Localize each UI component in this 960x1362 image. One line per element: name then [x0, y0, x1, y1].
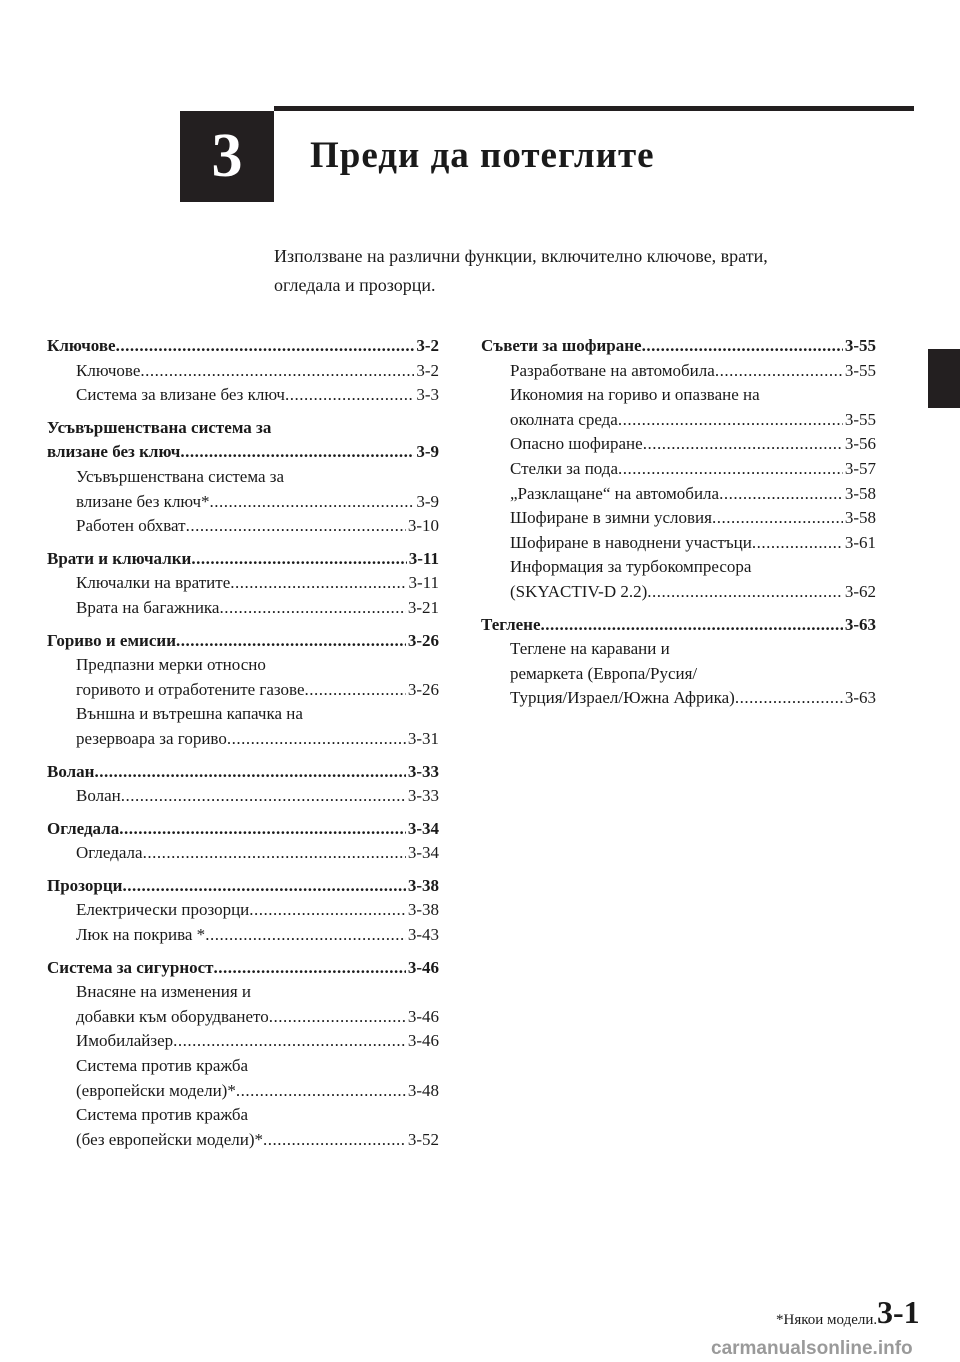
page-number: 3-1	[877, 1294, 920, 1330]
toc-entry-title: Врата на багажника	[76, 597, 220, 617]
toc-entry-title-line: Теглене на каравани и	[510, 639, 670, 659]
toc-section-entry[interactable]	[47, 874, 439, 899]
toc-entry[interactable]	[481, 359, 876, 384]
toc-entry[interactable]	[47, 1029, 439, 1054]
toc-entry-title: Волан	[76, 786, 121, 806]
toc-entry[interactable]	[47, 841, 439, 866]
toc-entry[interactable]	[481, 432, 876, 457]
toc-entry-title-line: Система против кражба	[76, 1105, 249, 1125]
toc-page-ref: 3-63	[844, 688, 876, 708]
toc-entry[interactable]	[47, 727, 439, 752]
toc-section	[47, 956, 439, 1153]
toc-entry[interactable]	[47, 1079, 439, 1104]
dot-leader	[269, 1005, 406, 1030]
toc-page-ref: 3-63	[844, 614, 876, 634]
intro-line: Използване на различни функции, включително ключове, врати,	[274, 246, 768, 266]
toc-entry-title: (без европейски модели)*	[76, 1129, 263, 1149]
toc-page-ref: 3-62	[844, 581, 876, 601]
toc-page-ref: 3-2	[416, 360, 439, 380]
toc-page-ref: 3-46	[407, 957, 439, 977]
dot-leader	[230, 571, 406, 596]
toc-section-entry[interactable]	[47, 334, 439, 359]
toc-entry-title: Система за влизане без ключ	[76, 385, 285, 405]
toc-page-ref: 3-55	[844, 360, 876, 380]
dot-leader	[719, 482, 843, 507]
toc-entry-title: Огледала	[76, 843, 143, 863]
toc-entry-title: (европейски модели)*	[76, 1080, 236, 1100]
toc-section-title: Съвети за шофиране	[481, 336, 642, 355]
toc-section-title: Волан	[47, 761, 95, 781]
dot-leader	[219, 596, 405, 621]
dot-leader	[647, 580, 843, 605]
toc-section	[481, 334, 876, 605]
toc-section-title: Гориво и емисии	[47, 630, 176, 650]
toc-section-entry[interactable]	[47, 440, 439, 465]
toc-entry-title: Люк на покрива *	[76, 925, 206, 945]
toc-section	[47, 547, 439, 621]
toc-page-ref: 3-33	[407, 761, 439, 781]
toc-page-ref: 3-2	[416, 336, 439, 355]
toc-entry-title: добавки към оборудването	[76, 1006, 269, 1026]
toc-section-title: Огледала	[47, 818, 120, 838]
toc-entry[interactable]	[481, 408, 876, 433]
toc-entry-title: „Разклащане“ на автомобила	[510, 483, 720, 503]
toc-entry-title: (SKYACTIV-D 2.2)	[510, 581, 648, 601]
dot-leader	[752, 531, 843, 556]
toc-page-ref: 3-31	[407, 728, 439, 748]
toc-entry-title-line: ремаркета (Европа/Русия/	[510, 663, 698, 683]
dot-leader	[143, 841, 406, 866]
dot-leader	[94, 760, 405, 785]
toc-page-ref: 3-46	[407, 1006, 439, 1026]
intro-line: огледала и прозорци.	[274, 275, 436, 295]
toc-page-ref: 3-9	[416, 491, 439, 511]
toc-entry[interactable]	[47, 571, 439, 596]
dot-leader	[285, 383, 414, 408]
footer-note: *Някои модели.	[776, 1312, 878, 1328]
toc-entry[interactable]	[47, 383, 439, 408]
toc-entry-title: резервоара за гориво	[76, 728, 227, 748]
toc-section-title: Прозорци	[47, 875, 123, 895]
dot-leader	[180, 440, 414, 465]
toc-entry[interactable]	[47, 784, 439, 809]
dot-leader	[643, 432, 843, 457]
toc-page-ref: 3-33	[407, 786, 439, 806]
toc-section-entry[interactable]	[47, 760, 439, 785]
toc-page-ref: 3-34	[407, 818, 439, 838]
toc-page-ref: 3-26	[407, 630, 439, 650]
toc-entry-title-line: Усъвършенствана система за	[76, 466, 285, 486]
toc-page-ref: 3-58	[844, 483, 876, 503]
toc-entry-title: Турция/Израел/Южна Африка)	[510, 688, 735, 708]
toc-entry-title: Шофиране в наводнени участъци	[510, 532, 752, 552]
toc-page-ref: 3-56	[844, 434, 876, 454]
toc-page-ref: 3-34	[407, 843, 439, 863]
toc-section-entry[interactable]	[47, 629, 439, 654]
dot-leader	[712, 506, 843, 531]
chapter-intro	[274, 242, 874, 300]
dot-leader	[263, 1128, 406, 1153]
toc-entry-title: горивото и отработените газове	[76, 679, 305, 699]
toc-right-column	[481, 334, 876, 719]
toc-page-ref: 3-58	[844, 508, 876, 528]
toc-page-ref: 3-11	[408, 548, 439, 568]
toc-entry-title: Електрически прозорци	[76, 900, 250, 920]
chapter-side-tab	[928, 349, 960, 408]
top-rule	[274, 106, 914, 111]
toc-entry[interactable]	[47, 596, 439, 621]
toc-section	[47, 760, 439, 809]
toc-page-ref: 3-52	[407, 1129, 439, 1149]
dot-leader	[618, 457, 843, 482]
toc-page-ref: 3-10	[407, 516, 439, 536]
dot-leader	[541, 613, 843, 638]
toc-entry[interactable]	[47, 678, 439, 703]
dot-leader	[642, 334, 843, 359]
toc-entry[interactable]	[481, 506, 876, 531]
toc-entry-title-line: Внасяне на изменения и	[76, 982, 252, 1002]
toc-entry[interactable]	[481, 457, 876, 482]
dot-leader	[715, 359, 843, 384]
toc-entry[interactable]	[47, 1005, 439, 1030]
toc-entry-title: Ключове	[76, 360, 141, 380]
toc-page-ref: 3-38	[407, 900, 439, 920]
toc-page-ref: 3-55	[844, 409, 876, 429]
toc-entry-title: влизане без ключ*	[76, 491, 210, 511]
toc-section-entry[interactable]	[47, 956, 439, 981]
toc-page-ref: 3-21	[407, 597, 439, 617]
toc-entry-title: Разработване на автомобила	[510, 360, 715, 380]
toc-entry-title-line: Информация за турбокомпресора	[510, 557, 752, 577]
toc-entry-title: Имобилайзер	[76, 1031, 174, 1051]
toc-page-ref: 3-46	[407, 1031, 439, 1051]
toc-entry[interactable]	[47, 1128, 439, 1153]
toc-section	[481, 613, 876, 711]
toc-entry-title: Опасно шофиране	[510, 434, 643, 454]
dot-leader	[176, 629, 406, 654]
toc-section-title: Теглене	[481, 614, 541, 634]
toc-entry[interactable]	[47, 490, 439, 515]
toc-entry[interactable]	[47, 514, 439, 539]
toc-section	[47, 334, 439, 408]
dot-leader	[140, 359, 414, 384]
toc-page-ref: 3-57	[844, 458, 876, 478]
dot-leader	[191, 547, 406, 572]
chapter-number-badge: 3	[180, 111, 274, 202]
toc-entry-title: Ключалки на вратите	[76, 573, 231, 593]
chapter-title: Преди да потеглите	[310, 135, 655, 176]
toc-entry[interactable]	[481, 482, 876, 507]
toc-entry[interactable]	[481, 580, 876, 605]
toc-section	[47, 416, 439, 539]
toc-entry-title: Работен обхват	[76, 516, 186, 536]
toc-section-entry[interactable]	[481, 334, 876, 359]
dot-leader	[236, 1079, 406, 1104]
dot-leader	[186, 514, 406, 539]
toc-page-ref: 3-38	[407, 875, 439, 895]
toc-section	[47, 629, 439, 752]
dot-leader	[214, 956, 406, 981]
toc-page-ref: 3-26	[407, 679, 439, 699]
dot-leader	[119, 817, 406, 842]
toc-entry-title: Шофиране в зимни условия	[510, 508, 712, 528]
toc-entry-title: околната среда	[510, 409, 618, 429]
toc-entry-title-line: Предпазни мерки относно	[76, 655, 266, 675]
dot-leader	[305, 678, 406, 703]
dot-leader	[205, 923, 406, 948]
toc-page-ref: 3-3	[416, 385, 439, 405]
toc-section-entry[interactable]	[47, 547, 439, 572]
toc-section-title: Система за сигурност	[47, 957, 214, 977]
toc-page-ref: 3-11	[408, 573, 439, 593]
toc-entry-title-line: Външна и вътрешна капачка на	[76, 704, 303, 724]
toc-page-ref: 3-48	[407, 1080, 439, 1100]
dot-leader	[210, 490, 415, 515]
toc-page-ref: 3-43	[407, 925, 439, 945]
dot-leader	[121, 784, 406, 809]
toc-section-title: Ключове	[47, 336, 116, 355]
toc-section-entry[interactable]	[47, 817, 439, 842]
dot-leader	[122, 874, 405, 899]
dot-leader	[116, 334, 415, 359]
toc-section-title: Врати и ключалки	[47, 548, 192, 568]
toc-section-title-line: Усъвършенствана система за	[47, 417, 272, 437]
toc-entry[interactable]	[481, 686, 876, 711]
toc-section-entry[interactable]	[481, 613, 876, 638]
toc-section-title: влизане без ключ	[47, 442, 181, 462]
toc-entry[interactable]	[47, 923, 439, 948]
toc-entry[interactable]	[481, 531, 876, 556]
toc-page-ref: 3-61	[844, 532, 876, 552]
toc-section	[47, 817, 439, 866]
dot-leader	[173, 1029, 406, 1054]
dot-leader	[618, 408, 843, 433]
dot-leader	[227, 727, 406, 752]
watermark[interactable]: carmanualsonline.info	[711, 1338, 913, 1359]
toc-left-column	[47, 334, 439, 1160]
toc-entry-title-line: Икономия на гориво и опазване на	[510, 385, 760, 405]
dot-leader	[735, 686, 843, 711]
toc-entry-title: Стелки за пода	[510, 458, 618, 478]
toc-entry[interactable]	[47, 359, 439, 384]
toc-entry[interactable]	[47, 898, 439, 923]
toc-section	[47, 874, 439, 948]
toc-page-ref: 3-9	[416, 442, 439, 462]
toc-page-ref: 3-55	[844, 336, 876, 355]
toc-entry-title-line: Система против кражба	[76, 1056, 249, 1076]
dot-leader	[249, 898, 406, 923]
